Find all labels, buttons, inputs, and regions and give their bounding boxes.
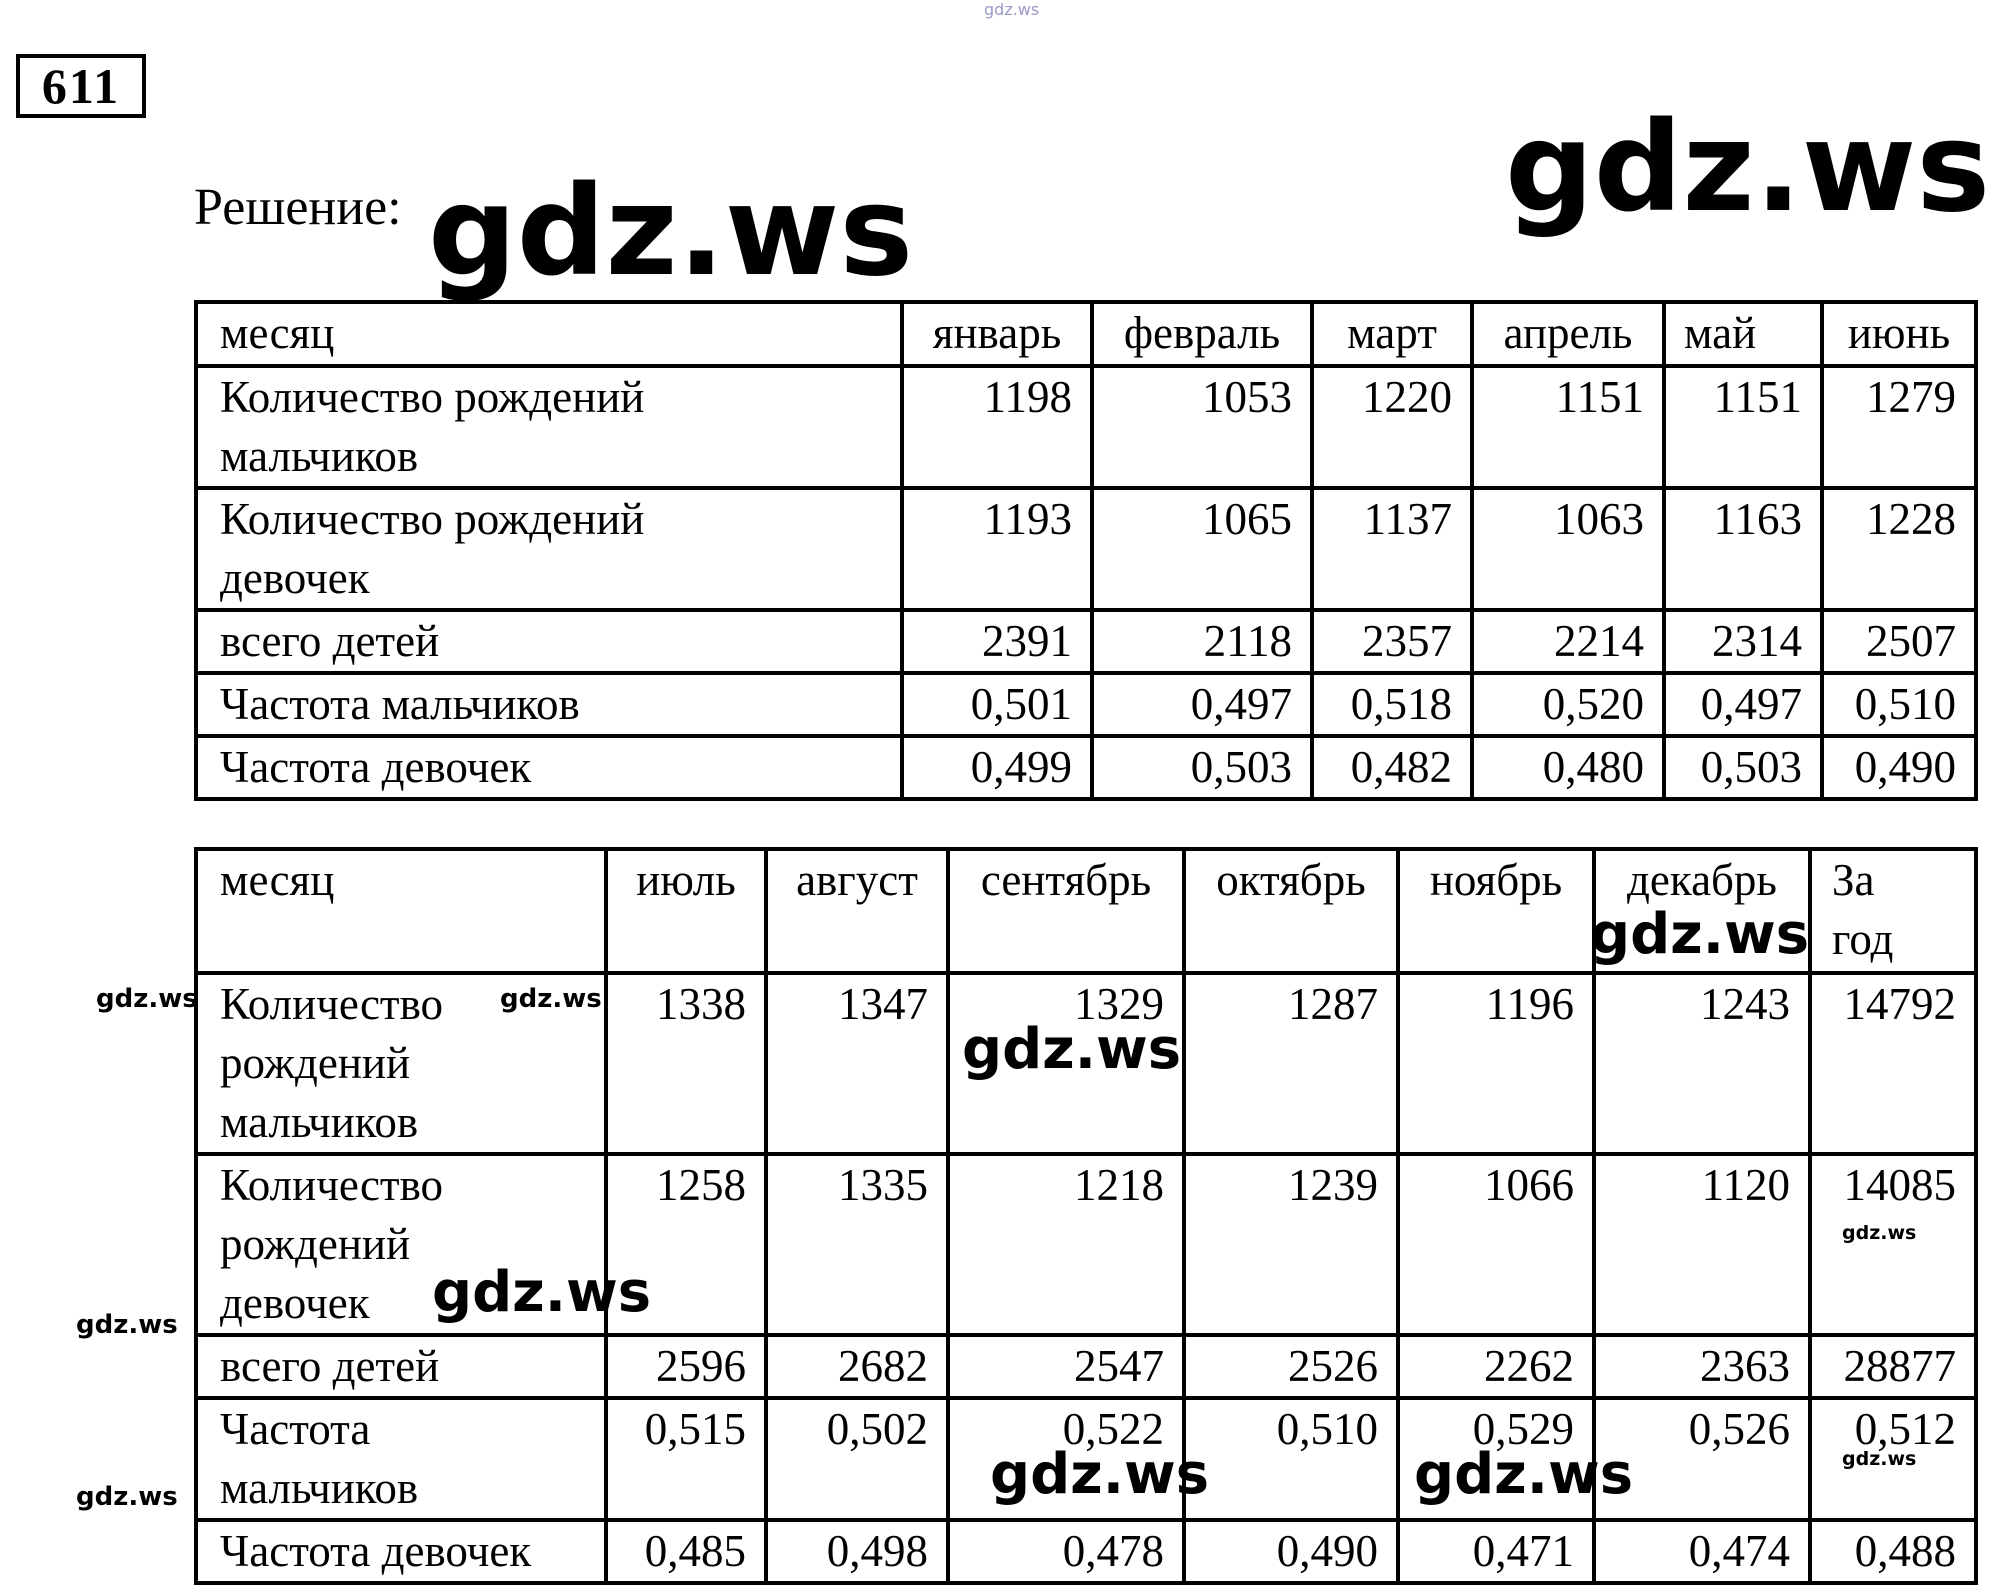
label-line: девочек bbox=[220, 1278, 370, 1328]
value-cell: 1151 bbox=[1472, 366, 1664, 488]
value-cell: 28877 bbox=[1810, 1335, 1976, 1398]
label-line: мальчиков bbox=[220, 1463, 419, 1513]
value-cell: 1338 bbox=[606, 973, 766, 1154]
header-cell: ноябрь bbox=[1398, 849, 1594, 973]
label-line: девочек bbox=[220, 553, 370, 603]
value-cell: 1243 bbox=[1594, 973, 1810, 1154]
header-cell: январь bbox=[902, 302, 1092, 366]
value-cell: 0,485 bbox=[606, 1520, 766, 1583]
table-row bbox=[196, 610, 1976, 673]
row-label: всего детей bbox=[196, 610, 902, 673]
value-cell: 1151 bbox=[1664, 366, 1822, 488]
header-line: год bbox=[1832, 914, 1894, 964]
value-cell: 1198 bbox=[902, 366, 1092, 488]
value-cell: 1258 bbox=[606, 1154, 766, 1335]
value-cell: 0,480 bbox=[1472, 736, 1664, 799]
header-cell: декабрь bbox=[1594, 849, 1810, 973]
watermark: gdz.ws bbox=[500, 984, 602, 1014]
watermark: gdz.ws bbox=[1590, 902, 1810, 967]
header-cell: месяц bbox=[196, 302, 902, 366]
value-cell: 2363 bbox=[1594, 1335, 1810, 1398]
value-cell: 14792 bbox=[1810, 973, 1976, 1154]
watermark: gdz.ws bbox=[432, 1260, 652, 1325]
value-cell: 2547 bbox=[948, 1335, 1184, 1398]
value-cell: 0,522 bbox=[948, 1398, 1184, 1520]
label-line: рождений bbox=[220, 1038, 411, 1088]
header-cell: май bbox=[1664, 302, 1822, 366]
value-cell: 0,510 bbox=[1184, 1398, 1398, 1520]
value-cell: 1163 bbox=[1664, 488, 1822, 610]
value-cell: 1329 bbox=[948, 973, 1184, 1154]
header-cell: апрель bbox=[1472, 302, 1664, 366]
value-cell: 1218 bbox=[948, 1154, 1184, 1335]
header-cell: март bbox=[1312, 302, 1472, 366]
value-cell: 1335 bbox=[766, 1154, 948, 1335]
header-cell: август bbox=[766, 849, 948, 973]
value-cell: 0,497 bbox=[1664, 673, 1822, 736]
value-cell: 1065 bbox=[1092, 488, 1312, 610]
value-cell: 2214 bbox=[1472, 610, 1664, 673]
value-cell: 2118 bbox=[1092, 610, 1312, 673]
value-cell: 1196 bbox=[1398, 973, 1594, 1154]
births-table-jan-jun bbox=[194, 300, 1978, 801]
value-cell: 0,482 bbox=[1312, 736, 1472, 799]
value-cell: 0,488 bbox=[1810, 1520, 1976, 1583]
table-row bbox=[196, 736, 1976, 799]
label-line: Количество рождений bbox=[220, 372, 645, 422]
header-cell-year bbox=[1810, 849, 1976, 973]
value-cell: 2391 bbox=[902, 610, 1092, 673]
table-row bbox=[196, 1520, 1976, 1583]
watermark: gdz.ws bbox=[962, 1017, 1182, 1082]
header-line: За bbox=[1832, 855, 1875, 905]
value-cell: 0,503 bbox=[1092, 736, 1312, 799]
value-cell: 0,526 bbox=[1594, 1398, 1810, 1520]
value-cell: 14085 bbox=[1810, 1154, 1976, 1335]
value-cell: 1066 bbox=[1398, 1154, 1594, 1335]
row-label bbox=[196, 488, 902, 610]
row-label bbox=[196, 366, 902, 488]
label-line: Частота bbox=[220, 1404, 371, 1454]
value-cell: 1347 bbox=[766, 973, 948, 1154]
value-cell: 0,497 bbox=[1092, 673, 1312, 736]
table-row bbox=[196, 366, 1976, 488]
value-cell: 0,474 bbox=[1594, 1520, 1810, 1583]
header-cell: февраль bbox=[1092, 302, 1312, 366]
table-row bbox=[196, 488, 1976, 610]
label-line: Количество bbox=[220, 1160, 444, 1210]
watermark: gdz.ws bbox=[1842, 1222, 1917, 1244]
row-label: всего детей bbox=[196, 1335, 606, 1398]
value-cell: 1120 bbox=[1594, 1154, 1810, 1335]
row-label: Частота девочек bbox=[196, 1520, 606, 1583]
watermark: gdz.ws bbox=[1414, 1442, 1634, 1507]
watermark: gdz.ws bbox=[96, 984, 198, 1014]
header-cell: июль bbox=[606, 849, 766, 973]
value-cell: 2507 bbox=[1822, 610, 1976, 673]
row-label: Частота девочек bbox=[196, 736, 902, 799]
value-cell: 0,498 bbox=[766, 1520, 948, 1583]
value-cell: 2357 bbox=[1312, 610, 1472, 673]
value-cell: 2314 bbox=[1664, 610, 1822, 673]
value-cell: 2262 bbox=[1398, 1335, 1594, 1398]
value-cell: 0,510 bbox=[1822, 673, 1976, 736]
value-cell: 0,502 bbox=[766, 1398, 948, 1520]
watermark: gdz.ws bbox=[990, 1442, 1210, 1507]
label-line: Количество bbox=[220, 979, 444, 1029]
header-cell: месяц bbox=[196, 849, 606, 973]
watermark: gdz.ws bbox=[76, 1482, 178, 1512]
watermark: gdz.ws bbox=[1842, 1448, 1917, 1470]
label-line: Количество рождений bbox=[220, 494, 645, 544]
row-label: Частота мальчиков bbox=[196, 673, 902, 736]
value-cell: 1053 bbox=[1092, 366, 1312, 488]
value-cell: 1193 bbox=[902, 488, 1092, 610]
label-line: мальчиков bbox=[220, 431, 419, 481]
table-row bbox=[196, 673, 1976, 736]
value-cell: 2682 bbox=[766, 1335, 948, 1398]
value-cell: 1228 bbox=[1822, 488, 1976, 610]
value-cell: 1287 bbox=[1184, 973, 1398, 1154]
label-line: рождений bbox=[220, 1219, 411, 1269]
value-cell: 0,490 bbox=[1822, 736, 1976, 799]
label-line: мальчиков bbox=[220, 1097, 419, 1147]
problem-number: 611 bbox=[16, 54, 146, 118]
value-cell: 0,503 bbox=[1664, 736, 1822, 799]
value-cell: 0,512 bbox=[1810, 1398, 1976, 1520]
value-cell: 0,471 bbox=[1398, 1520, 1594, 1583]
value-cell: 0,518 bbox=[1312, 673, 1472, 736]
value-cell: 1220 bbox=[1312, 366, 1472, 488]
header-cell: октябрь bbox=[1184, 849, 1398, 973]
value-cell: 0,499 bbox=[902, 736, 1092, 799]
value-cell: 1137 bbox=[1312, 488, 1472, 610]
value-cell: 0,478 bbox=[948, 1520, 1184, 1583]
table-row bbox=[196, 1335, 1976, 1398]
top-watermark: gdz.ws bbox=[984, 0, 1040, 19]
value-cell: 2526 bbox=[1184, 1335, 1398, 1398]
watermark-right: gdz.ws bbox=[1505, 96, 1991, 240]
row-label bbox=[196, 1398, 606, 1520]
header-cell: июнь bbox=[1822, 302, 1976, 366]
watermark: gdz.ws bbox=[76, 1310, 178, 1340]
value-cell: 1279 bbox=[1822, 366, 1976, 488]
value-cell: 0,501 bbox=[902, 673, 1092, 736]
solution-label: Решение: bbox=[194, 179, 402, 236]
value-cell: 0,529 bbox=[1398, 1398, 1594, 1520]
header-cell: сентябрь bbox=[948, 849, 1184, 973]
value-cell: 2596 bbox=[606, 1335, 766, 1398]
value-cell: 0,515 bbox=[606, 1398, 766, 1520]
watermark-left: gdz.ws bbox=[428, 160, 914, 304]
value-cell: 1063 bbox=[1472, 488, 1664, 610]
value-cell: 1239 bbox=[1184, 1154, 1398, 1335]
table-header-row bbox=[196, 302, 1976, 366]
value-cell: 0,490 bbox=[1184, 1520, 1398, 1583]
value-cell: 0,520 bbox=[1472, 673, 1664, 736]
